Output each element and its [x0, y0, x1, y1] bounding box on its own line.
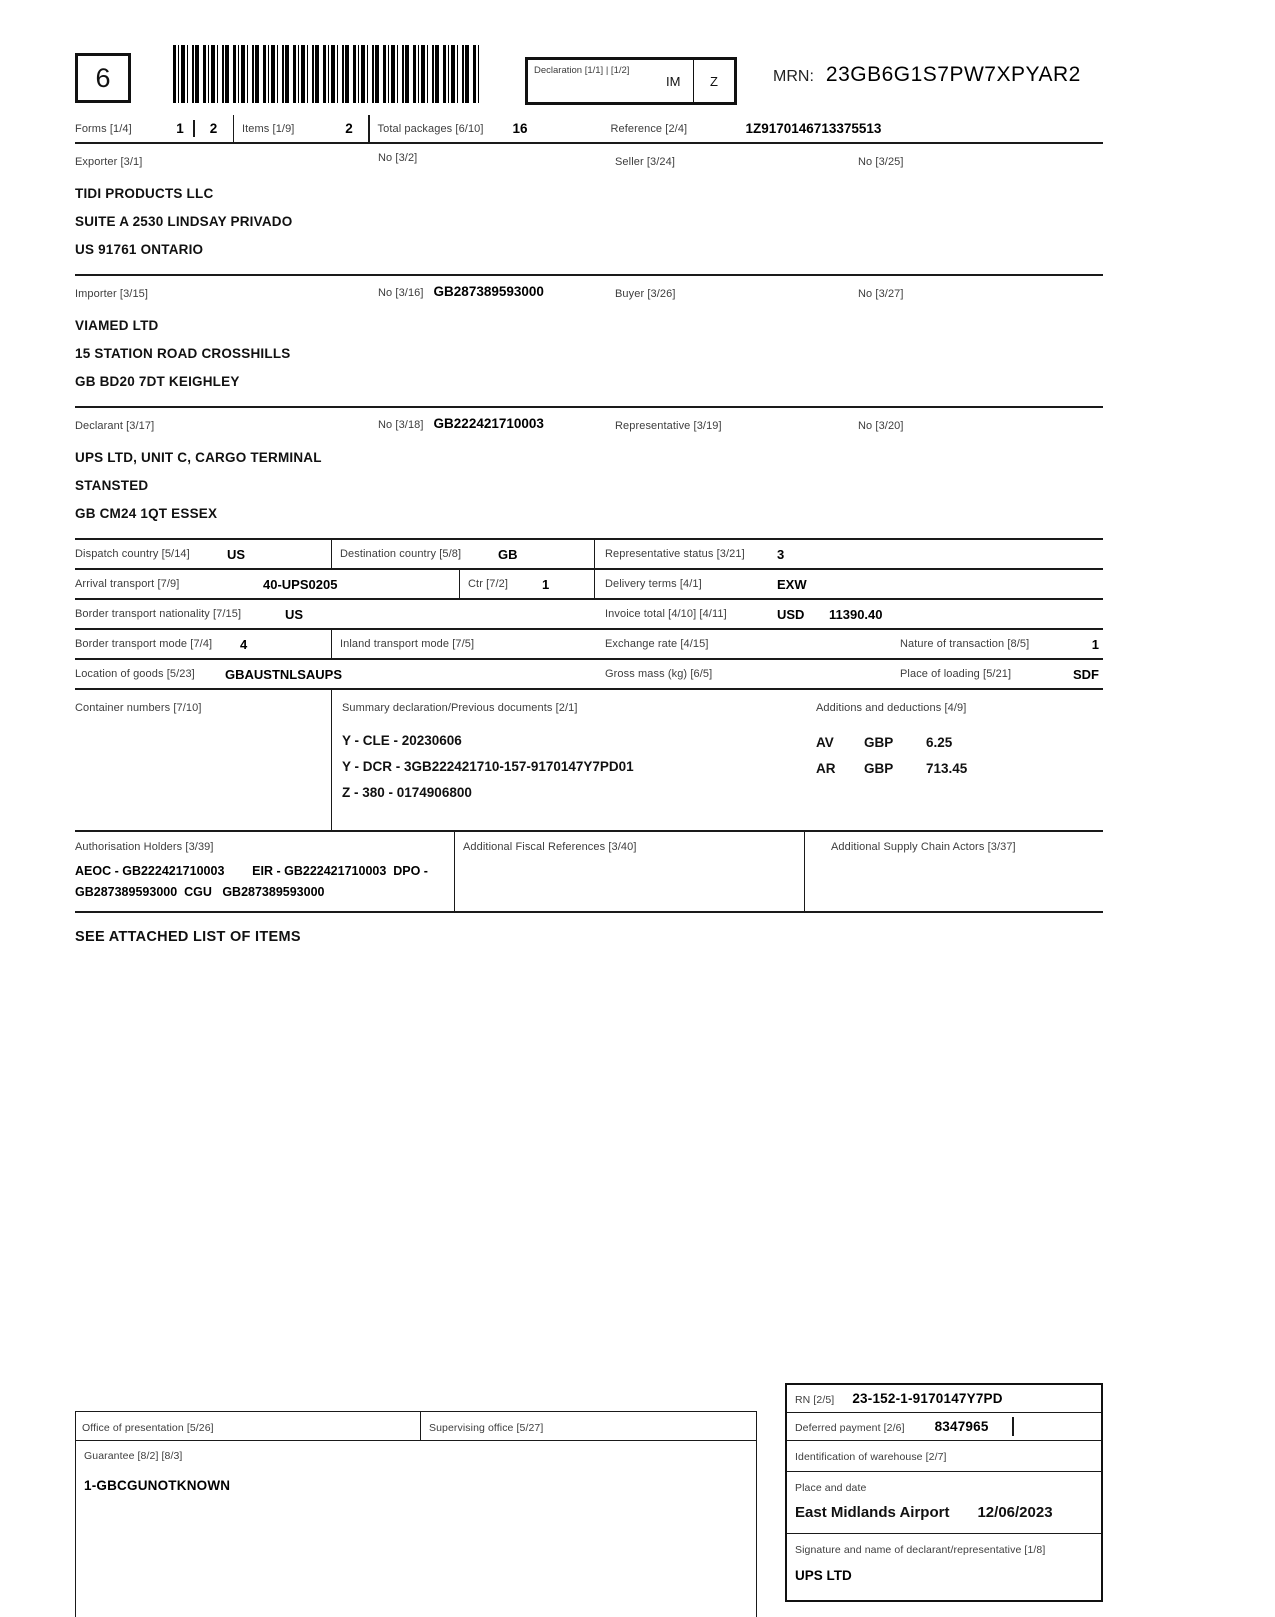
nature-of-transaction-value: 1	[1091, 636, 1099, 652]
representative-no-label: No [3/20]	[858, 420, 904, 432]
exchange-rate-label: Exchange rate [4/15]	[605, 638, 709, 650]
countries-row	[75, 540, 1103, 570]
ctr-value: 1	[542, 576, 550, 592]
dispatch-country-cell	[75, 540, 332, 568]
border-transport-nationality-cell	[75, 600, 605, 628]
gross-mass-label: Gross mass (kg) [6/5]	[605, 668, 713, 680]
guarantee-label: Guarantee [8/2] [8/3]	[84, 1450, 183, 1462]
authorisation-holders-value: AEOC - GB222421710003 EIR - GB222421710003 DPO - GB287389593000 CGU GB287389593000	[75, 864, 432, 899]
addition-currency: GBP	[864, 735, 894, 750]
declarant-address	[75, 444, 378, 528]
warehouse-row	[787, 1441, 1101, 1472]
location-of-goods-value: GBAUSTNLSAUPS	[225, 666, 343, 682]
addition-row	[816, 756, 1103, 782]
importer-address-line: GB BD20 7DT KEIGHLEY	[75, 374, 240, 389]
delivery-terms-cell	[595, 570, 1103, 598]
declarant-no-cell	[378, 416, 615, 528]
place-date-row	[787, 1472, 1101, 1534]
representative-status-cell	[595, 540, 1103, 568]
addition-row	[816, 730, 1103, 756]
arrival-transport-label: Arrival transport [7/9]	[75, 578, 180, 590]
declarant-label: Declarant [3/17]	[75, 420, 155, 432]
deferred-payment-value: 8347965	[934, 1419, 989, 1434]
seller-no-label: No [3/25]	[858, 156, 904, 168]
previous-document-line: Y - CLE - 20230606	[342, 733, 462, 748]
page-content	[75, 45, 1103, 1617]
delivery-terms-label: Delivery terms [4/1]	[605, 578, 702, 590]
barcode-image	[173, 45, 479, 103]
warehouse-label: Identification of warehouse [2/7]	[795, 1451, 947, 1463]
documents-row	[75, 690, 1103, 832]
invoice-currency-value: USD	[777, 606, 805, 622]
location-of-goods-label: Location of goods [5/23]	[75, 668, 195, 680]
representative-label: Representative [3/19]	[615, 420, 722, 432]
exporter-label: Exporter [3/1]	[75, 156, 143, 168]
forms-value-1: 1	[176, 121, 184, 136]
addition-amount: 6.25	[926, 735, 953, 750]
items-value: 2	[345, 121, 353, 136]
office-of-presentation-cell	[76, 1412, 421, 1440]
date-value: 12/06/2023	[977, 1504, 1053, 1521]
nationality-invoice-row	[75, 600, 1103, 630]
declarant-no-label: No [3/18]	[378, 419, 424, 431]
rn-row	[787, 1385, 1101, 1413]
border-transport-mode-cell	[75, 630, 332, 658]
destination-country-label: Destination country [5/8]	[340, 548, 462, 560]
importer-no-label: No [3/16]	[378, 287, 424, 299]
cell-divider	[1012, 1417, 1014, 1436]
addition-code: AR	[816, 761, 836, 776]
nature-of-transaction-cell	[900, 630, 1103, 658]
place-date-label: Place and date	[795, 1482, 867, 1494]
footer-right-box	[785, 1383, 1103, 1602]
destination-country-cell	[332, 540, 595, 568]
additions-deductions-list	[816, 730, 1103, 782]
guarantee-cell	[75, 1441, 757, 1617]
footer	[75, 1383, 1103, 1617]
previous-document-line: Y - DCR - 3GB222421710-157-9170147Y7PD01	[342, 759, 634, 774]
arrival-transport-value: 40-UPS0205	[263, 576, 338, 592]
goods-location-row	[75, 660, 1103, 690]
container-numbers-cell	[75, 690, 332, 830]
place-of-loading-value: SDF	[1073, 666, 1099, 682]
inland-transport-mode-cell	[332, 630, 605, 658]
guarantee-value: 1-GBCGUNOTKNOWN	[84, 1478, 231, 1493]
destination-country-value: GB	[498, 546, 518, 562]
addition-currency: GBP	[864, 761, 894, 776]
addition-code: AV	[816, 735, 834, 750]
footer-left-table	[75, 1411, 757, 1617]
supervising-office-label: Supervising office [5/27]	[429, 1422, 544, 1434]
exporter-cell	[75, 152, 378, 264]
gross-mass-cell	[605, 660, 900, 688]
previous-documents-list	[342, 728, 802, 806]
deferred-payment-label: Deferred payment [2/6]	[795, 1422, 905, 1434]
exporter-address-line: TIDI PRODUCTS LLC	[75, 186, 214, 201]
place-of-loading-cell	[900, 660, 1103, 688]
exporter-address-line: US 91761 ONTARIO	[75, 242, 204, 257]
forms-label: Forms [1/4]	[75, 122, 132, 135]
exporter-no-label: No [3/2]	[378, 152, 418, 164]
invoice-amount-value: 11390.40	[829, 606, 883, 622]
supervising-office-cell	[421, 1412, 756, 1440]
border-transport-mode-label: Border transport mode [7/4]	[75, 638, 213, 650]
fiscal-references-cell	[455, 832, 805, 911]
importer-no-cell	[378, 284, 615, 396]
fiscal-references-label: Additional Fiscal References [3/40]	[463, 841, 637, 853]
transport-row	[75, 570, 1103, 600]
seller-cell	[615, 152, 858, 264]
exporter-no-cell	[378, 152, 615, 264]
border-transport-mode-value: 4	[240, 636, 248, 652]
exporter-address	[75, 180, 378, 264]
exporter-address-line: SUITE A 2530 LINDSAY PRIVADO	[75, 214, 293, 229]
additions-deductions-label: Additions and deductions [4/9]	[816, 702, 967, 714]
ctr-cell	[460, 570, 595, 598]
mrn-block	[773, 63, 1081, 115]
buyer-no-cell	[858, 284, 1103, 396]
place-date-value	[795, 1504, 1093, 1521]
nature-of-transaction-label: Nature of transaction [8/5]	[900, 638, 1030, 650]
importer-label: Importer [3/15]	[75, 288, 149, 300]
declarant-cell	[75, 416, 378, 528]
supply-chain-actors-label: Additional Supply Chain Actors [3/37]	[831, 841, 1016, 853]
dispatch-country-value: US	[227, 546, 246, 562]
offices-row	[75, 1411, 757, 1441]
previous-documents-label: Summary declaration/Previous documents [2/1]	[342, 702, 578, 714]
importer-no-value: GB287389593000	[433, 284, 544, 299]
declaration-box	[525, 57, 737, 105]
total-packages-label: Total packages [6/10]	[377, 122, 484, 135]
exchange-rate-cell	[605, 630, 900, 658]
authorisations-row	[75, 832, 1103, 913]
declaration-label: Declaration [1/1] | [1/2]	[534, 65, 630, 76]
previous-document-line: Z - 380 - 0174906800	[342, 785, 472, 800]
attachment-note: SEE ATTACHED LIST OF ITEMS	[75, 929, 301, 945]
rn-label: RN [2/5]	[795, 1394, 835, 1406]
copy-number: 6	[95, 62, 111, 93]
total-packages-value: 16	[512, 121, 528, 136]
importer-address-line: VIAMED LTD	[75, 318, 159, 333]
exporter-section	[75, 144, 1103, 276]
deferred-payment-row	[787, 1413, 1101, 1441]
ctr-label: Ctr [7/2]	[468, 578, 509, 590]
meta-row	[75, 115, 1103, 144]
container-numbers-label: Container numbers [7/10]	[75, 702, 202, 714]
buyer-no-label: No [3/27]	[858, 288, 904, 300]
border-transport-nationality-label: Border transport nationality [7/15]	[75, 608, 242, 620]
declarant-address-line: STANSTED	[75, 478, 149, 493]
declarant-section	[75, 408, 1103, 540]
importer-address	[75, 312, 378, 396]
invoice-total-cell	[605, 600, 1103, 628]
declarant-no-value: GB222421710003	[433, 416, 544, 431]
authorisation-holders-cell	[75, 832, 455, 911]
place-of-loading-label: Place of loading [5/21]	[900, 668, 1012, 680]
importer-section	[75, 276, 1103, 408]
importer-address-line: 15 STATION ROAD CROSSHILLS	[75, 346, 291, 361]
additions-deductions-cell	[802, 690, 1103, 830]
office-of-presentation-label: Office of presentation [5/26]	[82, 1422, 214, 1434]
declarant-address-line: GB CM24 1QT ESSEX	[75, 506, 218, 521]
place-value: East Midlands Airport	[795, 1504, 950, 1521]
invoice-total-label: Invoice total [4/10] [4/11]	[605, 608, 727, 620]
arrival-transport-cell	[75, 570, 460, 598]
representative-status-label: Representative status [3/21]	[605, 548, 745, 560]
border-transport-nationality-value: US	[285, 606, 304, 622]
copy-number-box	[75, 53, 131, 103]
mrn-value: 23GB6G1S7PW7XPYAR2	[825, 63, 1081, 86]
mrn-label: MRN:	[773, 68, 814, 85]
declaration-subtype-value: Z	[710, 73, 718, 89]
representative-no-cell	[858, 416, 1103, 528]
location-of-goods-cell	[75, 660, 605, 688]
dispatch-country-label: Dispatch country [5/14]	[75, 548, 190, 560]
addition-amount: 713.45	[926, 761, 968, 776]
previous-documents-cell	[332, 690, 802, 830]
representative-cell	[615, 416, 858, 528]
delivery-terms-value: EXW	[777, 576, 807, 592]
reference-label: Reference [2/4]	[610, 122, 688, 135]
representative-status-value: 3	[777, 546, 785, 562]
supply-chain-actors-cell	[805, 832, 1103, 911]
signature-value: UPS LTD	[795, 1568, 852, 1583]
inland-transport-mode-label: Inland transport mode [7/5]	[340, 638, 475, 650]
blank-area	[75, 945, 1103, 1383]
seller-no-cell	[858, 152, 1103, 264]
transport-mode-row	[75, 630, 1103, 660]
authorisation-holders-label: Authorisation Holders [3/39]	[75, 841, 214, 853]
forms-value-2: 2	[209, 121, 218, 136]
signature-row	[787, 1534, 1101, 1600]
importer-cell	[75, 284, 378, 396]
header	[75, 45, 1103, 115]
buyer-label: Buyer [3/26]	[615, 288, 676, 300]
declarant-address-line: UPS LTD, UNIT C, CARGO TERMINAL	[75, 450, 322, 465]
reference-value: 1Z9170146713375513	[745, 121, 882, 136]
rn-value: 23-152-1-9170147Y7PD	[852, 1391, 1003, 1406]
signature-label: Signature and name of declarant/representative [1/8]	[795, 1544, 1046, 1556]
seller-label: Seller [3/24]	[615, 156, 676, 168]
buyer-cell	[615, 284, 858, 396]
declaration-type-value: IM	[666, 73, 681, 89]
items-label: Items [1/9]	[242, 122, 295, 135]
